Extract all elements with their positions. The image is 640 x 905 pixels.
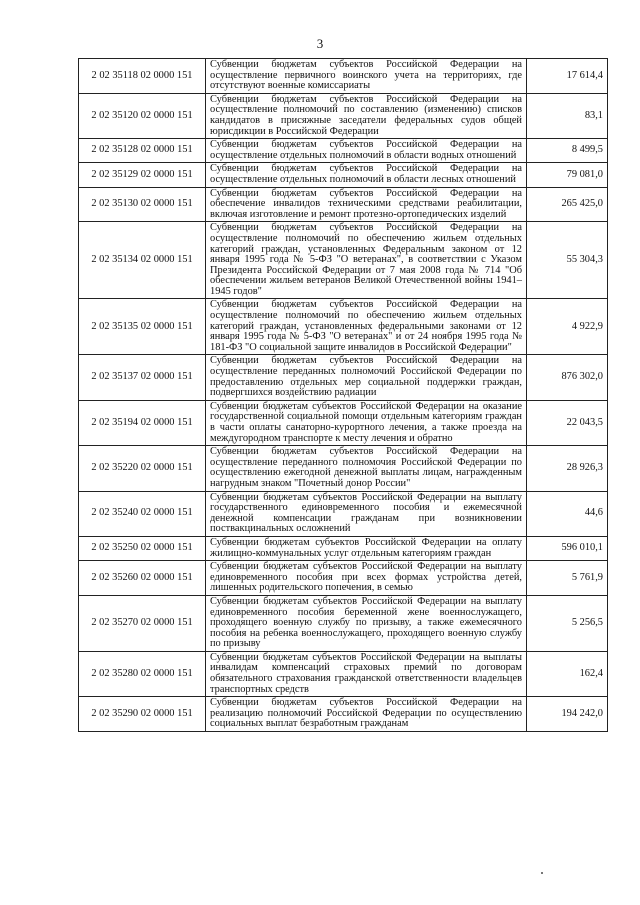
amount-cell: 162,4	[527, 651, 608, 696]
budget-code-cell: 2 02 35250 02 0000 151	[79, 536, 206, 560]
budget-code-cell: 2 02 35194 02 0000 151	[79, 400, 206, 445]
description-cell: Субвенции бюджетам субъектов Российской Федерации на осуществление отдельных полномочий в области водных отношений	[206, 139, 527, 163]
budget-code-cell: 2 02 35270 02 0000 151	[79, 595, 206, 651]
amount-cell: 265 425,0	[527, 187, 608, 222]
budget-code-cell: 2 02 35290 02 0000 151	[79, 697, 206, 732]
table-row	[79, 222, 608, 299]
table-row	[79, 651, 608, 696]
table-row	[79, 355, 608, 400]
amount-cell: 83,1	[527, 93, 608, 138]
amount-cell: 876 302,0	[527, 355, 608, 400]
budget-code-cell: 2 02 35280 02 0000 151	[79, 651, 206, 696]
table-row	[79, 93, 608, 138]
revenue-table	[78, 58, 608, 732]
table-row	[79, 163, 608, 187]
table-row	[79, 697, 608, 732]
description-cell: Субвенции бюджетам субъектов Российской Федерации на осуществление полномочий по обеспечению жильем отдельных категорий граждан, установленных федеральными законами от 12 января 1995 года № 5-ФЗ "О ветеранах" и от 24 ноября 1995 года № 181-ФЗ "О социальной защите инвалидов в Российской Федерации"	[206, 299, 527, 355]
amount-cell: 55 304,3	[527, 222, 608, 299]
description-cell: Субвенции бюджетам субъектов Российской Федерации на выплаты инвалидам компенсаций страховых премий по договорам обязательного страхования гражданской ответственности владельцев транспортных средств	[206, 651, 527, 696]
table-row	[79, 299, 608, 355]
budget-code-cell: 2 02 35129 02 0000 151	[79, 163, 206, 187]
table-body	[79, 59, 608, 732]
table-row	[79, 400, 608, 445]
amount-cell: 596 010,1	[527, 536, 608, 560]
amount-cell: 28 926,3	[527, 446, 608, 491]
budget-code-cell: 2 02 35134 02 0000 151	[79, 222, 206, 299]
amount-cell: 44,6	[527, 491, 608, 536]
table-row	[79, 561, 608, 596]
budget-code-cell: 2 02 35220 02 0000 151	[79, 446, 206, 491]
table-row	[79, 595, 608, 651]
amount-cell: 17 614,4	[527, 59, 608, 94]
description-cell: Субвенции бюджетам субъектов Российской Федерации на выплату единовременного пособия беременной жене военнослужащего, проходящего военную службу по призыву, а также ежемесячного пособия на ребенка военнослужащего, проходящего военную службу по призыву	[206, 595, 527, 651]
description-cell: Субвенции бюджетам субъектов Российской Федерации на осуществление полномочий по обеспечению жильем отдельных категорий граждан, установленных Федеральным законом от 12 января 1995 года № 5-ФЗ "О ветеранах", в соответствии с Указом Президента Российской Федерации от 7 мая 2008 года № 714 "Об обеспечении жильем ветеранов Великой Отечественной войны 1941–1945 годов"	[206, 222, 527, 299]
amount-cell: 79 081,0	[527, 163, 608, 187]
amount-cell: 4 922,9	[527, 299, 608, 355]
description-cell: Субвенции бюджетам субъектов Российской Федерации на выплату государственного единовременного пособия и ежемесячной денежной компенсации гражданам при возникновении поствакцинальных осложнений	[206, 491, 527, 536]
amount-cell: 8 499,5	[527, 139, 608, 163]
amount-cell: 22 043,5	[527, 400, 608, 445]
budget-code-cell: 2 02 35118 02 0000 151	[79, 59, 206, 94]
amount-cell: 5 256,5	[527, 595, 608, 651]
description-cell: Субвенции бюджетам субъектов Российской Федерации на осуществление отдельных полномочий в области лесных отношений	[206, 163, 527, 187]
description-cell: Субвенции бюджетам субъектов Российской Федерации на осуществление полномочий по составлению (изменению) списков кандидатов в присяжные заседатели федеральных судов общей юрисдикции в Российской Федерации	[206, 93, 527, 138]
table-row	[79, 491, 608, 536]
budget-code-cell: 2 02 35137 02 0000 151	[79, 355, 206, 400]
budget-code-cell: 2 02 35120 02 0000 151	[79, 93, 206, 138]
budget-code-cell: 2 02 35135 02 0000 151	[79, 299, 206, 355]
budget-code-cell: 2 02 35240 02 0000 151	[79, 491, 206, 536]
table-row	[79, 536, 608, 560]
description-cell: Субвенции бюджетам субъектов Российской Федерации на реализацию полномочий Российской Федерации по осуществлению социальных выплат безработным гражданам	[206, 697, 527, 732]
description-cell: Субвенции бюджетам субъектов Российской Федерации на осуществление первичного воинского учета на территориях, где отсутствуют военные комиссариаты	[206, 59, 527, 94]
amount-cell: 5 761,9	[527, 561, 608, 596]
table-row	[79, 139, 608, 163]
table-row	[79, 187, 608, 222]
description-cell: Субвенции бюджетам субъектов Российской Федерации на осуществление переданных полномочий Российской Федерации по предоставлению отдельных мер социальной поддержки граждан, подвергшихся воздействию радиации	[206, 355, 527, 400]
page-number: 3	[316, 36, 324, 51]
table-row	[79, 59, 608, 94]
budget-code-cell: 2 02 35130 02 0000 151	[79, 187, 206, 222]
amount-cell: 194 242,0	[527, 697, 608, 732]
budget-code-cell: 2 02 35260 02 0000 151	[79, 561, 206, 596]
description-cell: Субвенции бюджетам субъектов Российской Федерации на выплату единовременного пособия при всех формах устройства детей, лишенных родительского попечения, в семью	[206, 561, 527, 596]
scan-speck	[541, 872, 543, 874]
description-cell: Субвенции бюджетам субъектов Российской Федерации на обеспечение инвалидов техническими средствами реабилитации, включая изготовление и ремонт протезно-ортопедических изделий	[206, 187, 527, 222]
table-row	[79, 446, 608, 491]
description-cell: Субвенции бюджетам субъектов Российской Федерации на оказание государственной социальной помощи отдельным категориям граждан в части оплаты санаторно-курортного лечения, а также проезда на междугородном транспорте к месту лечения и обратно	[206, 400, 527, 445]
description-cell: Субвенции бюджетам субъектов Российской Федерации на осуществление переданного полномочия Российской Федерации по осуществлению ежегодной денежной выплаты лицам, награжденным нагрудным знаком "Почетный донор России"	[206, 446, 527, 491]
budget-code-cell: 2 02 35128 02 0000 151	[79, 139, 206, 163]
description-cell: Субвенции бюджетам субъектов Российской Федерации на оплату жилищно-коммунальных услуг отдельным категориям граждан	[206, 536, 527, 560]
